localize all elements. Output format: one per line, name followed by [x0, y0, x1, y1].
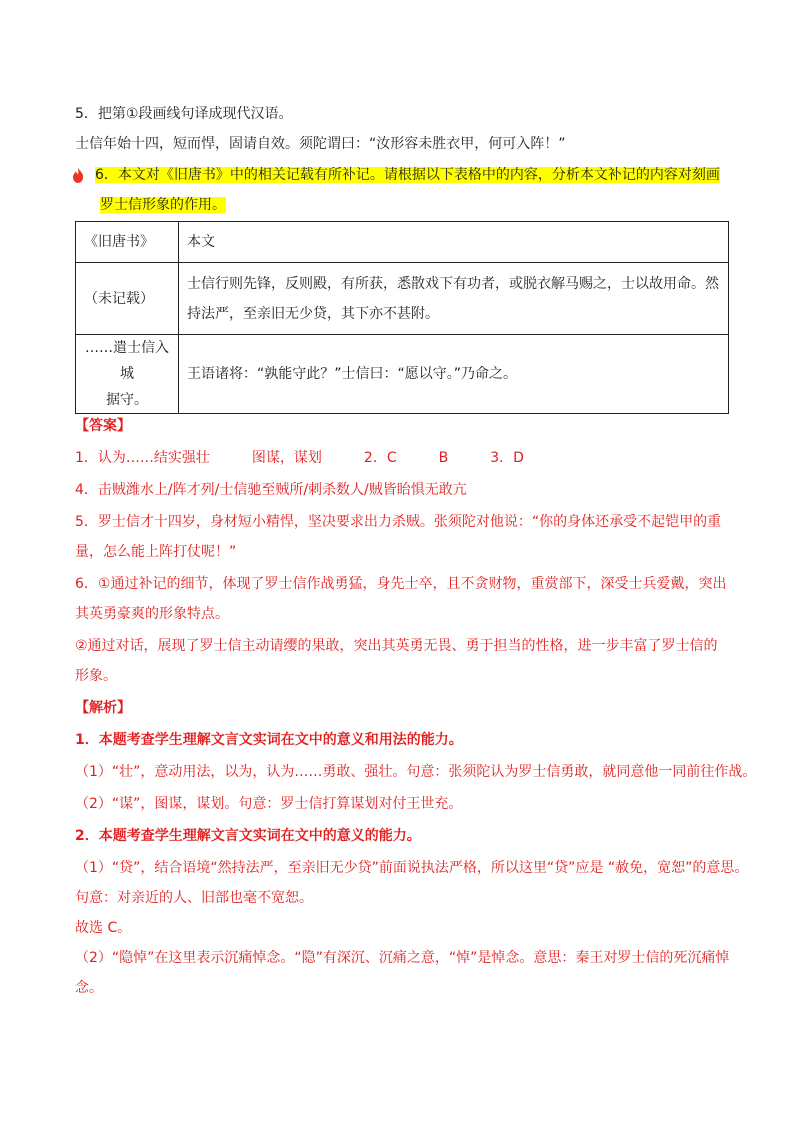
answer-6-line4: 形象。: [75, 668, 117, 684]
cell-line: ……遣士信入城: [85, 340, 169, 382]
table-row: [76, 335, 729, 414]
table-header-cell: 《旧唐书》: [76, 222, 179, 263]
table-header-row: [76, 222, 729, 263]
answer-1-3: 1．认为……结实强壮 图谋，谋划 2．C B 3．D: [75, 450, 524, 466]
answer-6-line1: 6．①通过补记的细节，体现了罗士信作战勇猛，身先士卒，且不贪财物，重赏部下，深受士兵爱戴，突出: [75, 576, 727, 592]
table-cell: [76, 335, 179, 414]
cell-line: （未记载）: [84, 290, 154, 307]
cell-line: 士信行则先锋，反则殿，有所获，悉散戏下有功者，或脱衣解马赐之，士以故用命。然: [187, 275, 719, 292]
answer-heading: 【答案】: [75, 418, 131, 434]
cell-line: 王语诸将：“孰能守此？”士信曰：“愿以守。”乃命之。: [187, 366, 518, 382]
comparison-table: [75, 221, 729, 414]
answer-4: 4．击贼潍水上/阵才列/士信驰至贼所/刺杀数人/贼皆眙惧无敢亢: [75, 482, 467, 498]
question-6-text-2: 罗士信形象的作用。: [100, 197, 226, 213]
question-6-line2: [100, 195, 226, 215]
analysis-2-1-cont: 句意：对亲近的人、旧部也毫不宽恕。: [75, 890, 313, 906]
question-6-text: 6．本文对《旧唐书》中的相关记载有所补记。请根据以下表格中的内容，分析本文补记的内容对刻画: [95, 167, 720, 183]
cell-line: 据守。: [106, 392, 148, 408]
analysis-1-1: （1）“壮”，意动用法，以为，认为……勇敢、强壮。句意：张须陀认为罗士信勇敢，就同意他一同前往作战。: [75, 764, 757, 780]
flame-icon: [72, 167, 84, 183]
answer-5-line1: 5．罗士信才十四岁，身材短小精悍，坚决要求出力杀贼。张须陀对他说：“你的身体还承受不起铠甲的重: [75, 514, 722, 530]
table-header-cell: 本文: [179, 222, 729, 263]
analysis-1-2: （2）“谋”，图谋，谋划。句意：罗士信打算谋划对付王世充。: [75, 796, 463, 812]
analysis-heading: 【解析】: [75, 700, 131, 716]
analysis-2-choice: 故选 C。: [75, 920, 132, 936]
answer-6-line3: ②通过对话，展现了罗士信主动请缨的果敢，突出其英勇无畏、勇于担当的性格，进一步丰富了罗士信的: [75, 638, 718, 654]
analysis-2-1: （1）“贷”，结合语境“然持法严，至亲旧无少贷”前面说执法严格，所以这里“贷”应是 “赦免，宽恕”的意思。: [75, 860, 749, 876]
table-cell: [76, 263, 179, 335]
answer-6-line2: 其英勇豪爽的形象特点。: [75, 606, 229, 622]
table-cell: [179, 335, 729, 414]
question-5: 5．把第①段画线句译成现代汉语。: [75, 106, 293, 122]
answer-5-line2: 量，怎么能上阵打仗呢！”: [75, 544, 237, 560]
analysis-1: 1．本题考查学生理解文言文实词在文中的意义和用法的能力。: [75, 732, 463, 748]
analysis-2-2-cont: 念。: [75, 980, 103, 996]
cell-line: 持法严，至亲旧无少贷，其下亦不甚附。: [187, 305, 439, 322]
question-5-sentence: 士信年始十四，短而悍，固请自效。须陀谓曰：“汝形容未胜衣甲，何可入阵！”: [75, 136, 566, 152]
analysis-2-2: （2）“隐悼”在这里表示沉痛悼念。“隐”有深沉、沉痛之意，“悼”是悼念。意思：秦王对罗士信的死沉痛悼: [75, 950, 730, 966]
table-cell: [179, 263, 729, 335]
table-row: [76, 263, 729, 335]
question-6-line1: [95, 165, 720, 185]
analysis-2: 2．本题考查学生理解文言文实词在文中的意义的能力。: [75, 828, 421, 844]
